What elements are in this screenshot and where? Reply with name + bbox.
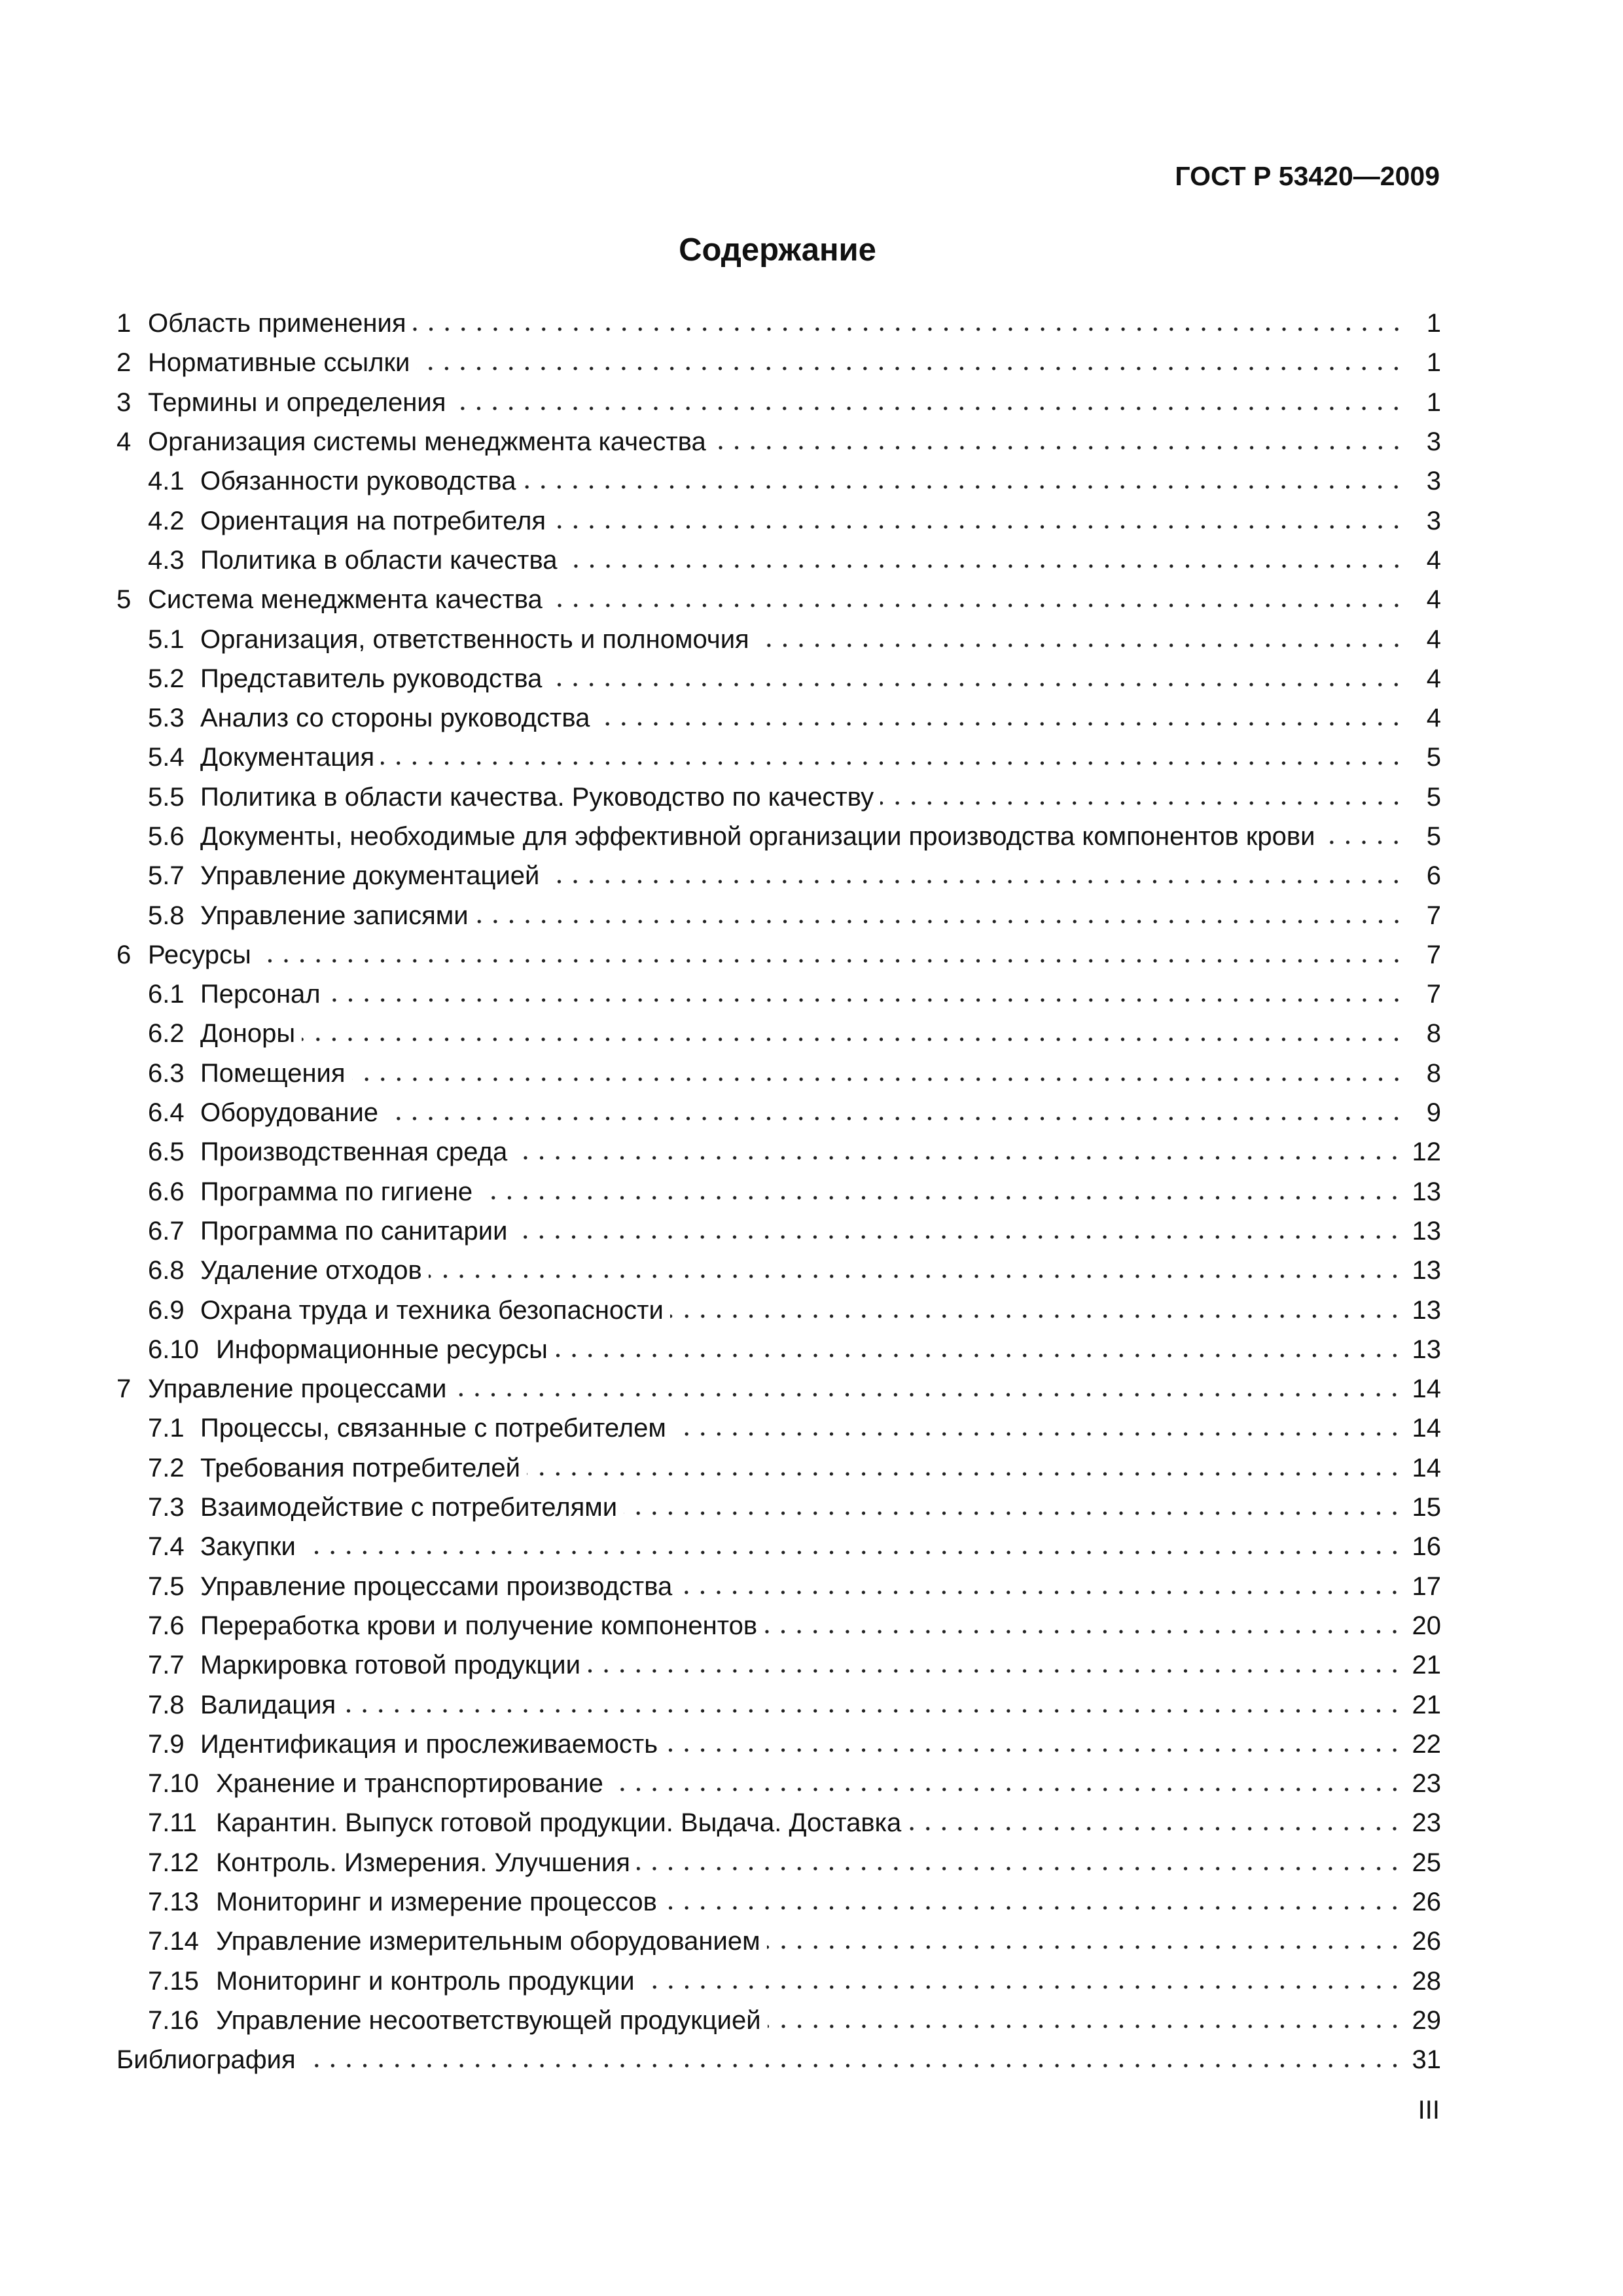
toc-entry-page: 1 bbox=[1426, 348, 1441, 378]
toc-entry-page: 13 bbox=[1412, 1335, 1441, 1364]
toc-entry-title: Помещения bbox=[200, 1058, 346, 1088]
toc-dot-leader bbox=[514, 1234, 1402, 1240]
toc-dot-leader bbox=[352, 1076, 1404, 1083]
toc-dot-leader bbox=[546, 878, 1404, 885]
toc-entry-title: Маркировка готовой продукции bbox=[200, 1651, 580, 1680]
toc-entry-page: 3 bbox=[1426, 427, 1441, 457]
toc-entry[interactable] bbox=[116, 1054, 1441, 1093]
toc-dot-leader bbox=[673, 1431, 1403, 1437]
toc-dot-leader bbox=[548, 681, 1404, 688]
toc-entry-number: 5.2 bbox=[148, 664, 185, 693]
toc-entry-page: 21 bbox=[1412, 1651, 1441, 1680]
toc-entry-title: Доноры bbox=[200, 1019, 296, 1049]
toc-entry-page: 7 bbox=[1426, 980, 1441, 1009]
toc-entry[interactable] bbox=[116, 1093, 1441, 1132]
toc-dot-leader bbox=[713, 444, 1404, 451]
toc-dot-leader bbox=[327, 997, 1404, 1003]
toc-entry[interactable] bbox=[116, 1685, 1441, 1724]
toc-entry-title: Карантин. Выпуск готовой продукции. Выдача. Доставка bbox=[216, 1808, 902, 1838]
toc-entry[interactable] bbox=[116, 1843, 1441, 1882]
toc-entry[interactable] bbox=[116, 1448, 1441, 1488]
toc-entry-number: 5.4 bbox=[148, 743, 185, 772]
toc-entry-page: 13 bbox=[1412, 1256, 1441, 1285]
toc-entry-title: Представитель руководства bbox=[200, 664, 543, 693]
toc-entry-number: 6.6 bbox=[148, 1177, 185, 1206]
toc-entry[interactable] bbox=[116, 1014, 1441, 1053]
toc-entry-title: Взаимодействие с потребителями bbox=[200, 1493, 618, 1522]
toc-entry[interactable] bbox=[116, 1803, 1441, 1842]
toc-entry-page: 16 bbox=[1412, 1532, 1441, 1562]
toc-entry-title: Охрана труда и техника безопасности bbox=[200, 1295, 664, 1325]
toc-entry-number: 7.11 bbox=[148, 1808, 197, 1838]
toc-dot-leader bbox=[452, 405, 1404, 412]
toc-entry-title: Управление процессами производства bbox=[200, 1571, 673, 1601]
toc-entry-number: 7.9 bbox=[148, 1729, 185, 1759]
toc-entry-page: 23 bbox=[1412, 1769, 1441, 1799]
toc-entry-title: Мониторинг и измерение процессов bbox=[216, 1888, 657, 1917]
toc-entry-number: 1 bbox=[116, 309, 132, 338]
toc-entry-title: Контроль. Измерения. Улучшения bbox=[216, 1848, 630, 1877]
toc-entry[interactable] bbox=[116, 304, 1441, 343]
toc-entry-title: Мониторинг и контроль продукции bbox=[216, 1966, 635, 1996]
toc-entry[interactable] bbox=[116, 1606, 1441, 1645]
toc-dot-leader bbox=[552, 524, 1404, 530]
toc-dot-leader bbox=[385, 1115, 1404, 1122]
toc-entry-number: 5.5 bbox=[148, 782, 185, 812]
toc-entry-number: 7.14 bbox=[148, 1927, 199, 1956]
toc-dot-leader bbox=[258, 958, 1404, 964]
toc-entry-page: 7 bbox=[1426, 940, 1441, 969]
toc-dot-leader bbox=[764, 1628, 1402, 1635]
toc-entry-number: 6.8 bbox=[148, 1256, 185, 1285]
toc-entry-title: Анализ со стороны руководства bbox=[200, 704, 590, 733]
toc-entry-page: 1 bbox=[1426, 387, 1441, 417]
toc-entry[interactable] bbox=[116, 619, 1441, 658]
toc-dot-leader bbox=[610, 1786, 1403, 1793]
toc-entry-title: Управление измерительным оборудованием bbox=[216, 1927, 760, 1956]
toc-title: Содержание bbox=[679, 232, 876, 268]
toc-entry-title: Оборудование bbox=[200, 1098, 379, 1128]
toc-entry-number: 6.3 bbox=[148, 1058, 185, 1088]
toc-entry[interactable] bbox=[116, 895, 1441, 935]
toc-entry-number: 7.7 bbox=[148, 1651, 185, 1680]
toc-entry-number: 7.13 bbox=[148, 1888, 199, 1917]
toc-entry-page: 15 bbox=[1412, 1493, 1441, 1522]
toc-entry-page: 7 bbox=[1426, 901, 1441, 930]
toc-entry-number: 5.7 bbox=[148, 861, 185, 891]
toc-entry-title: Библиография bbox=[116, 2045, 296, 2075]
toc-entry[interactable] bbox=[116, 778, 1441, 817]
toc-entry-number: 6.4 bbox=[148, 1098, 185, 1128]
document-code: ГОСТ Р 53420—2009 bbox=[1175, 161, 1440, 191]
toc-entry[interactable] bbox=[116, 501, 1441, 540]
toc-entry-title: Ресурсы bbox=[148, 940, 251, 969]
toc-entry[interactable] bbox=[116, 1764, 1441, 1803]
toc-entry-title: Производственная среда bbox=[200, 1138, 508, 1167]
toc-entry-page: 26 bbox=[1412, 1888, 1441, 1917]
toc-entry-page: 4 bbox=[1426, 545, 1441, 575]
toc-entry[interactable] bbox=[116, 1330, 1441, 1369]
toc-entry[interactable] bbox=[116, 541, 1441, 580]
toc-entry[interactable] bbox=[116, 1922, 1441, 1961]
toc-entry-page: 17 bbox=[1412, 1571, 1441, 1601]
toc-entry-title: Управление записями bbox=[200, 901, 469, 930]
toc-entry-page: 13 bbox=[1412, 1177, 1441, 1206]
toc-entry[interactable] bbox=[116, 1132, 1441, 1172]
toc-entry-number: 6.2 bbox=[148, 1019, 185, 1049]
toc-entry[interactable] bbox=[116, 2001, 1441, 2040]
toc-entry-title: Хранение и транспортирование bbox=[216, 1769, 603, 1799]
toc-entry[interactable] bbox=[116, 461, 1441, 501]
toc-entry-number: 7.1 bbox=[148, 1414, 185, 1443]
toc-entry-page: 20 bbox=[1412, 1611, 1441, 1640]
toc-entry-number: 5.8 bbox=[148, 901, 185, 930]
toc-dot-leader bbox=[416, 365, 1404, 372]
toc-dot-leader bbox=[880, 800, 1404, 806]
toc-dot-leader bbox=[527, 1471, 1402, 1477]
toc-entry-title: Требования потребителей bbox=[200, 1453, 521, 1482]
toc-entry[interactable] bbox=[116, 2040, 1441, 2079]
toc-entry-title: Система менеджмента качества bbox=[148, 585, 543, 615]
toc-dot-leader bbox=[908, 1825, 1402, 1832]
toc-entry-number: 2 bbox=[116, 348, 132, 378]
toc-entry-number: 7.15 bbox=[148, 1966, 199, 1996]
toc-dot-leader bbox=[767, 1944, 1403, 1950]
toc-dot-leader bbox=[549, 602, 1404, 609]
toc-entry-title: Ориентация на потребителя bbox=[200, 506, 546, 535]
toc-entry-title: Нормативные ссылки bbox=[148, 348, 410, 378]
toc-dot-leader bbox=[381, 760, 1404, 766]
toc-entry-number: 7.16 bbox=[148, 2005, 199, 2035]
toc-entry-title: Валидация bbox=[200, 1690, 336, 1719]
toc-entry-page: 8 bbox=[1426, 1058, 1441, 1088]
toc-entry-title: Идентификация и прослеживаемость bbox=[200, 1729, 658, 1759]
toc-dot-leader bbox=[522, 484, 1404, 490]
toc-entry-page: 6 bbox=[1426, 861, 1441, 891]
toc-entry-number: 4.2 bbox=[148, 506, 185, 535]
toc-entry-title: Организация системы менеджмента качества bbox=[148, 427, 706, 457]
toc-dot-leader bbox=[453, 1391, 1402, 1398]
toc-entry-number: 6 bbox=[116, 940, 132, 969]
toc-entry-title: Политика в области качества bbox=[200, 545, 558, 575]
toc-entry[interactable] bbox=[116, 580, 1441, 619]
toc-entry-title: Управление документацией bbox=[200, 861, 540, 891]
toc-entry-page: 5 bbox=[1426, 782, 1441, 812]
toc-entry[interactable] bbox=[116, 1567, 1441, 1606]
toc-dot-leader bbox=[479, 1194, 1402, 1201]
toc-entry-page: 9 bbox=[1426, 1098, 1441, 1128]
toc-entry-number: 5.6 bbox=[148, 822, 185, 851]
toc-entry-page: 8 bbox=[1426, 1019, 1441, 1049]
toc-entry-page: 14 bbox=[1412, 1414, 1441, 1443]
toc-dot-leader bbox=[564, 563, 1405, 569]
toc-entry-number: 4 bbox=[116, 427, 132, 457]
toc-dot-leader bbox=[413, 326, 1404, 332]
toc-entry-title: Персонал bbox=[200, 980, 321, 1009]
toc-entry[interactable] bbox=[116, 1882, 1441, 1922]
toc-dot-leader bbox=[664, 1905, 1403, 1911]
toc-entry-title: Обязанности руководства bbox=[200, 467, 516, 496]
toc-entry-title: Термины и определения bbox=[148, 387, 446, 417]
toc-entry-page: 4 bbox=[1426, 585, 1441, 615]
toc-entry-page: 14 bbox=[1412, 1374, 1441, 1404]
toc-dot-leader bbox=[637, 1865, 1403, 1872]
toc-entry[interactable] bbox=[116, 738, 1441, 777]
toc-dot-leader bbox=[342, 1708, 1402, 1714]
toc-entry[interactable] bbox=[116, 659, 1441, 698]
toc-entry-page: 13 bbox=[1412, 1295, 1441, 1325]
toc-entry-number: 4.1 bbox=[148, 467, 185, 496]
toc-entry-number: 6.5 bbox=[148, 1138, 185, 1167]
toc-entry-page: 31 bbox=[1412, 2045, 1441, 2075]
toc-dot-leader bbox=[429, 1273, 1403, 1280]
toc-entry[interactable] bbox=[116, 383, 1441, 422]
toc-entry[interactable] bbox=[116, 1408, 1441, 1448]
toc-entry-page: 3 bbox=[1426, 467, 1441, 496]
toc-entry[interactable] bbox=[116, 1961, 1441, 2000]
toc-entry-title: Процессы, связанные с потребителем bbox=[200, 1414, 666, 1443]
toc-entry[interactable] bbox=[116, 975, 1441, 1014]
toc-entry-number: 7.4 bbox=[148, 1532, 185, 1562]
toc-entry[interactable] bbox=[116, 1172, 1441, 1211]
toc-entry[interactable] bbox=[116, 856, 1441, 895]
toc-entry-page: 4 bbox=[1426, 704, 1441, 733]
toc-entry-number: 7 bbox=[116, 1374, 132, 1404]
toc-dot-leader bbox=[554, 1352, 1403, 1359]
toc-entry-title: Документация bbox=[200, 743, 375, 772]
toc-entry-number: 7.6 bbox=[148, 1611, 185, 1640]
toc-entry[interactable] bbox=[116, 1527, 1441, 1566]
toc-entry-page: 22 bbox=[1412, 1729, 1441, 1759]
toc-entry-title: Информационные ресурсы bbox=[216, 1335, 548, 1364]
toc-entry-number: 5 bbox=[116, 585, 132, 615]
toc-entry-page: 13 bbox=[1412, 1216, 1441, 1246]
toc-entry-page: 29 bbox=[1412, 2005, 1441, 2035]
table-of-contents bbox=[116, 304, 1441, 2079]
toc-entry-number: 4.3 bbox=[148, 545, 185, 575]
toc-entry-number: 7.12 bbox=[148, 1848, 199, 1877]
toc-entry[interactable] bbox=[116, 1725, 1441, 1764]
toc-entry[interactable] bbox=[116, 1369, 1441, 1408]
toc-entry-title: Документы, необходимые для эффективной организации производства компонентов крови bbox=[200, 822, 1315, 851]
toc-entry[interactable] bbox=[116, 935, 1441, 975]
toc-entry-number: 7.2 bbox=[148, 1453, 185, 1482]
toc-entry-number: 7.10 bbox=[148, 1769, 199, 1799]
toc-dot-leader bbox=[1321, 839, 1404, 846]
toc-entry-page: 5 bbox=[1426, 743, 1441, 772]
toc-entry-page: 3 bbox=[1426, 506, 1441, 535]
toc-dot-leader bbox=[514, 1155, 1402, 1161]
toc-entry-title: Управление несоответствующей продукцией bbox=[216, 2005, 761, 2035]
toc-entry-page: 4 bbox=[1426, 624, 1441, 654]
toc-entry[interactable] bbox=[116, 698, 1441, 738]
toc-entry-number: 6.7 bbox=[148, 1216, 185, 1246]
toc-entry-page: 4 bbox=[1426, 664, 1441, 693]
toc-entry-title: Переработка крови и получение компонентов bbox=[200, 1611, 758, 1640]
toc-entry[interactable] bbox=[116, 1488, 1441, 1527]
toc-entry[interactable] bbox=[116, 1290, 1441, 1329]
toc-entry-number: 7.8 bbox=[148, 1690, 185, 1719]
toc-dot-leader bbox=[641, 1984, 1403, 1990]
toc-entry-number: 5.1 bbox=[148, 624, 185, 654]
toc-entry-number: 6.9 bbox=[148, 1295, 185, 1325]
toc-entry-page: 21 bbox=[1412, 1690, 1441, 1719]
toc-dot-leader bbox=[596, 721, 1404, 727]
toc-entry-title: Управление процессами bbox=[148, 1374, 447, 1404]
toc-dot-leader bbox=[302, 2062, 1403, 2069]
toc-entry[interactable] bbox=[116, 343, 1441, 382]
toc-entry[interactable] bbox=[116, 1211, 1441, 1251]
toc-entry-page: 1 bbox=[1426, 309, 1441, 338]
toc-entry-page: 23 bbox=[1412, 1808, 1441, 1838]
toc-entry-page: 28 bbox=[1412, 1966, 1441, 1996]
toc-entry-title: Организация, ответственность и полномочия bbox=[200, 624, 749, 654]
toc-dot-leader bbox=[475, 918, 1404, 925]
toc-dot-leader bbox=[679, 1589, 1402, 1596]
toc-entry[interactable] bbox=[116, 1251, 1441, 1290]
toc-entry-page: 5 bbox=[1426, 822, 1441, 851]
toc-dot-leader bbox=[670, 1313, 1403, 1319]
toc-entry-title: Закупки bbox=[200, 1532, 296, 1562]
toc-entry-title: Программа по санитарии bbox=[200, 1216, 508, 1246]
toc-entry-number: 5.3 bbox=[148, 704, 185, 733]
toc-entry-title: Программа по гигиене bbox=[200, 1177, 473, 1206]
toc-dot-leader bbox=[664, 1747, 1402, 1753]
toc-dot-leader bbox=[587, 1668, 1403, 1674]
toc-entry-title: Политика в области качества. Руководство по качеству bbox=[200, 782, 874, 812]
toc-dot-leader bbox=[624, 1510, 1402, 1516]
toc-entry-page: 14 bbox=[1412, 1453, 1441, 1482]
toc-entry-number: 3 bbox=[116, 387, 132, 417]
toc-entry-page: 25 bbox=[1412, 1848, 1441, 1877]
toc-entry-title: Удаление отходов bbox=[200, 1256, 422, 1285]
toc-entry-number: 6.10 bbox=[148, 1335, 199, 1364]
toc-dot-leader bbox=[756, 642, 1404, 649]
toc-entry-number: 6.1 bbox=[148, 980, 185, 1009]
toc-entry[interactable] bbox=[116, 1645, 1441, 1685]
toc-entry-page: 26 bbox=[1412, 1927, 1441, 1956]
toc-entry[interactable] bbox=[116, 422, 1441, 461]
toc-entry-number: 7.5 bbox=[148, 1571, 185, 1601]
page-number: III bbox=[1418, 2096, 1440, 2125]
toc-dot-leader bbox=[768, 2023, 1403, 2030]
toc-entry-number: 7.3 bbox=[148, 1493, 185, 1522]
toc-entry-page: 12 bbox=[1412, 1138, 1441, 1167]
toc-dot-leader bbox=[302, 1036, 1404, 1043]
toc-entry[interactable] bbox=[116, 817, 1441, 856]
toc-entry-title: Область применения bbox=[148, 309, 406, 338]
toc-dot-leader bbox=[302, 1549, 1403, 1556]
